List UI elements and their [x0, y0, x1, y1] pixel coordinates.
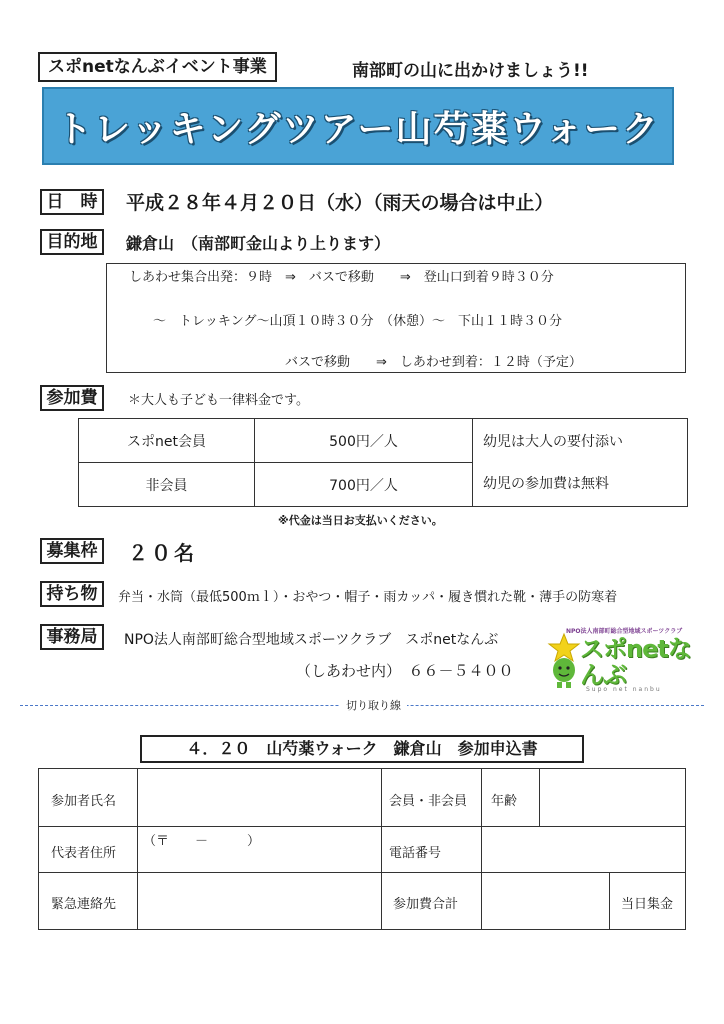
- form-divider: [39, 872, 685, 873]
- age-field[interactable]: [543, 771, 683, 825]
- participant-name-label: 参加者氏名: [51, 794, 117, 809]
- title-banner: [42, 87, 674, 165]
- participant-name-field[interactable]: [149, 771, 377, 825]
- cut-line-label: 切り取り線: [340, 697, 407, 713]
- fee-type-cell: スポnet会員: [79, 419, 255, 463]
- form-divider: [539, 769, 540, 826]
- day-collection-label: 当日集金: [621, 897, 674, 912]
- org-label: スポnetなんぶイベント事業: [38, 52, 277, 82]
- fee-price-cell: 700円／人: [255, 463, 473, 507]
- fee-notes-cell: [473, 419, 688, 507]
- form-divider: [609, 872, 610, 929]
- table-row: [79, 419, 688, 463]
- emergency-contact-field[interactable]: [141, 875, 377, 927]
- schedule-line-2: ～ トレッキング～山頂１０時３０分 （休憩）～ 下山１１時３０分: [153, 314, 562, 329]
- capacity-label: 募集枠: [40, 538, 104, 564]
- office-label: 事務局: [40, 624, 104, 650]
- belongings-label: 持ち物: [40, 581, 104, 607]
- subtitle: 南部町の山に出かけましょう!!: [352, 61, 589, 81]
- rep-address-label: 代表者住所: [51, 846, 117, 861]
- club-logo: [544, 626, 696, 692]
- datetime-label: 日 時: [40, 189, 104, 215]
- fee-type-cell: 非会員: [79, 463, 255, 507]
- fee-note: ＊大人も子ども一律料金です。: [128, 393, 309, 408]
- destination-value: 鎌倉山 （南部町金山より上ります）: [126, 234, 391, 253]
- phone-field[interactable]: [485, 829, 683, 871]
- age-label: 年齢: [491, 794, 518, 809]
- schedule-line-3: バスで移動 ⇒ しあわせ到着：１２時（予定）: [285, 355, 582, 370]
- fee-note-item: 幼児は大人の要付添い: [483, 433, 623, 450]
- schedule-box: [106, 263, 686, 373]
- form-divider: [39, 826, 685, 827]
- form-divider: [137, 769, 138, 929]
- form-divider: [381, 769, 382, 929]
- office-name: NPO法人南部町総合型地域スポーツクラブ スポnetなんぶ: [124, 632, 499, 648]
- destination-label: 目的地: [40, 229, 104, 255]
- application-form: [38, 768, 686, 930]
- logo-main-text: スポnetなんぶ: [580, 635, 691, 689]
- fee-price-cell: 500円／人: [255, 419, 473, 463]
- member-status-label: 会員・非会員: [389, 794, 468, 809]
- logo-top-text: NPO法人南部町総合型地域スポーツクラブ: [566, 628, 683, 635]
- capacity-value: ２０名: [128, 541, 197, 565]
- office-contact: （しあわせ内） ６６－５４００: [296, 662, 514, 680]
- form-divider: [481, 769, 482, 929]
- postal-code-field[interactable]: （〒 － ）: [143, 834, 261, 849]
- belongings-value: 弁当・水筒（最低500ｍｌ）・おやつ・帽子・雨カッパ・履き慣れた靴・薄手の防寒着: [118, 590, 618, 605]
- fee-label: 参加費: [40, 385, 104, 411]
- fee-total-label: 参加費合計: [393, 897, 459, 912]
- datetime-value: 平成２８年４月２０日（水）（雨天の場合は中止）: [126, 192, 554, 214]
- logo-sub-text: Supo net nanbu: [586, 686, 662, 693]
- banner-title: トレッキングツアー山芍薬ウォーク: [55, 109, 661, 150]
- form-title: ４．２０ 山芍薬ウォーク 鎌倉山 参加申込書: [140, 735, 584, 763]
- schedule-line-1: しあわせ集合出発：９時 ⇒ バスで移動 ⇒ 登山口到着９時３０分: [129, 270, 554, 285]
- fee-note-item: 幼児の参加費は無料: [483, 475, 609, 492]
- emergency-contact-label: 緊急連絡先: [51, 897, 117, 912]
- phone-label: 電話番号: [389, 846, 442, 861]
- fee-table: [78, 418, 688, 507]
- fee-total-field[interactable]: [485, 875, 605, 927]
- payment-note: ※代金は当日お支払いください。: [278, 514, 443, 527]
- mascot-icon: [544, 632, 584, 690]
